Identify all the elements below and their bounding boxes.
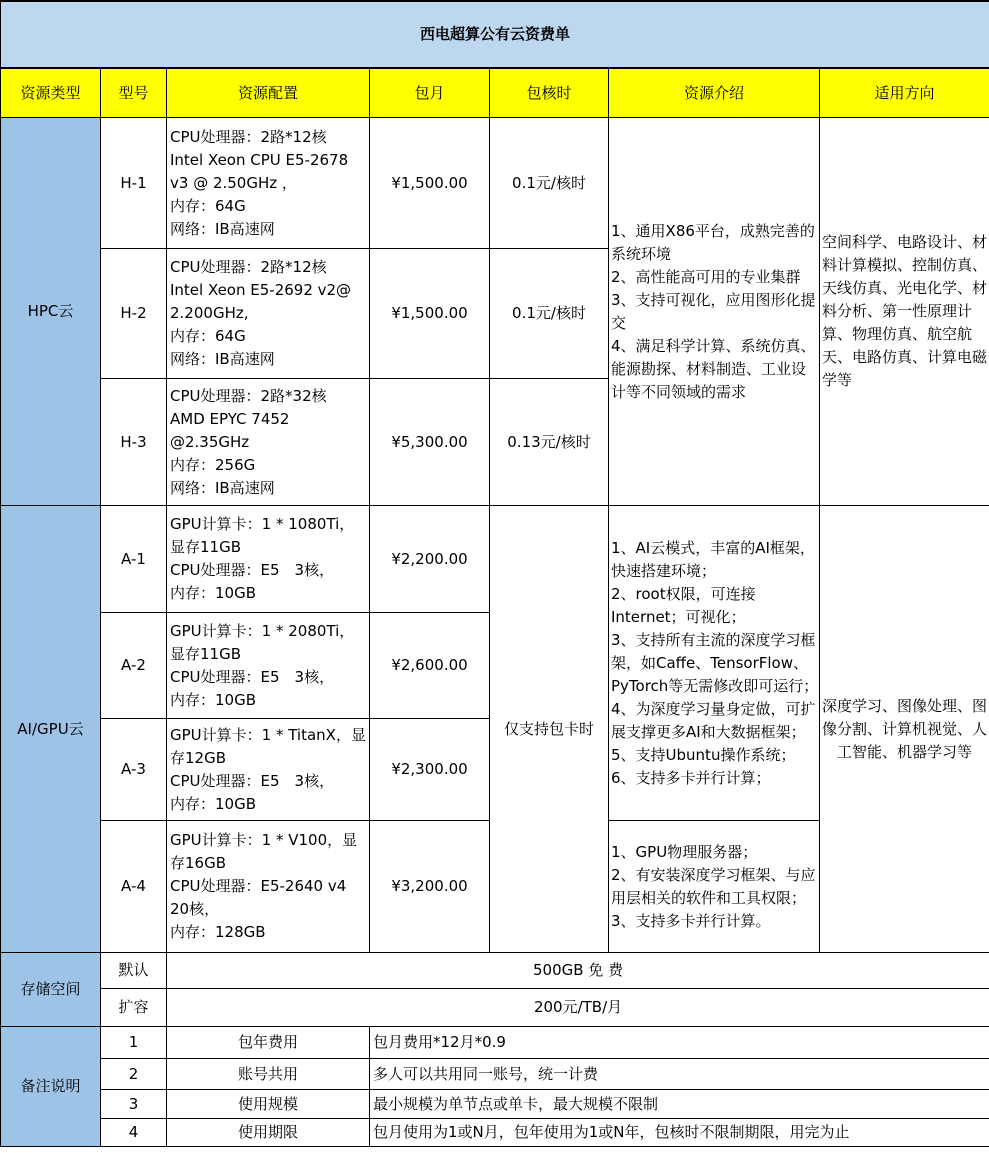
core-hour-price: 0.1元/核时 <box>490 249 609 379</box>
note-desc: 多人可以共用同一账号，统一计费 <box>370 1059 989 1090</box>
note-desc: 最小规模为单节点或单卡，最大规模不限制 <box>370 1090 989 1119</box>
header-model: 型号 <box>101 68 167 118</box>
table-row <box>1 989 989 1027</box>
note-item: 使用期限 <box>167 1119 370 1147</box>
ai-intro-a: 1、AI云模式，丰富的AI框架，快速搭建环境； 2、root权限，可连接Internet；可视化； 3、支持所有主流的深度学习框架，如Caffe、TensorFlow、PyTorch等无需修改即可运行； 4、为深度学习量身定做，可扩展支撑更多AI和大数据框架； 5、支持Ubuntu操作系统； 6、支持多卡并行计算； <box>609 506 820 821</box>
config-cell: GPU计算卡：1 * 1080Ti，显存11GB CPU处理器：E5 3核， 内存：10GB <box>167 506 370 613</box>
header-intro: 资源介绍 <box>609 68 820 118</box>
header-row <box>1 68 989 118</box>
core-hour-price: 0.13元/核时 <box>490 379 609 506</box>
core-hour-price: 0.1元/核时 <box>490 118 609 249</box>
monthly-price: ¥3,200.00 <box>370 821 490 953</box>
note-number: 1 <box>101 1027 167 1059</box>
storage-label: 默认 <box>101 953 167 989</box>
model-cell: H-2 <box>101 249 167 379</box>
note-desc: 包月费用*12月*0.9 <box>370 1027 989 1059</box>
model-cell: A-1 <box>101 506 167 613</box>
header-config: 资源配置 <box>167 68 370 118</box>
category-ai-gpu: AI/GPU云 <box>1 506 101 953</box>
table-row <box>1 1059 989 1090</box>
monthly-price: ¥1,500.00 <box>370 249 490 379</box>
config-cell: CPU处理器：2路*12核 Intel Xeon E5-2692 v2@ 2.200GHz, 内存：64G 网络：IB高速网 <box>167 249 370 379</box>
header-application: 适用方向 <box>820 68 989 118</box>
note-item: 使用规模 <box>167 1090 370 1119</box>
model-cell: A-4 <box>101 821 167 953</box>
config-cell: GPU计算卡：1 * 2080Ti，显存11GB CPU处理器：E5 3核， 内存：10GB <box>167 613 370 719</box>
header-core-hour: 包核时 <box>490 68 609 118</box>
note-item: 包年费用 <box>167 1027 370 1059</box>
note-desc: 包月使用为1或N月，包年使用为1或N年，包核时不限制期限，用完为止 <box>370 1119 989 1147</box>
note-number: 3 <box>101 1090 167 1119</box>
monthly-price: ¥5,300.00 <box>370 379 490 506</box>
config-cell: GPU计算卡：1 * TitanX，显存12GB CPU处理器：E5 3核， 内存：10GB <box>167 719 370 821</box>
config-cell: CPU处理器：2路*32核 AMD EPYC 7452 @2.35GHz 内存：256G 网络：IB高速网 <box>167 379 370 506</box>
table-row <box>1 1027 989 1059</box>
table-row <box>1 1090 989 1119</box>
table-row <box>1 1119 989 1147</box>
header-resource-type: 资源类型 <box>1 68 101 118</box>
monthly-price: ¥2,300.00 <box>370 719 490 821</box>
table-row <box>1 506 989 613</box>
category-hpc: HPC云 <box>1 118 101 506</box>
ai-intro-b: 1、GPU物理服务器； 2、有安装深度学习框架、与应用层相关的软件和工具权限； 3、支持多卡并行计算。 <box>609 821 820 953</box>
note-number: 2 <box>101 1059 167 1090</box>
storage-value: 500GB 免 费 <box>167 953 989 989</box>
monthly-price: ¥2,200.00 <box>370 506 490 613</box>
model-cell: H-3 <box>101 379 167 506</box>
note-item: 账号共用 <box>167 1059 370 1090</box>
config-cell: GPU计算卡：1 * V100，显存16GB CPU处理器：E5-2640 v4 20核， 内存：128GB <box>167 821 370 953</box>
storage-label: 扩容 <box>101 989 167 1027</box>
note-number: 4 <box>101 1119 167 1147</box>
table-row <box>1 953 989 989</box>
monthly-price: ¥2,600.00 <box>370 613 490 719</box>
ai-application: 深度学习、图像处理、图像分割、计算机视觉、人工智能、机器学习等 <box>820 506 989 953</box>
page-title: 西电超算公有云资费单 <box>1 1 989 68</box>
hpc-application: 空间科学、电路设计、材料计算模拟、控制仿真、天线仿真、光电化学、材料分析、第一性原理计算、物理仿真、航空航天、电路仿真、计算电磁学等 <box>820 118 989 506</box>
storage-value: 200元/TB/月 <box>167 989 989 1027</box>
model-cell: A-2 <box>101 613 167 719</box>
category-storage: 存储空间 <box>1 953 101 1027</box>
config-cell: CPU处理器：2路*12核 Intel Xeon CPU E5-2678 v3 @ 2.50GHz ， 内存：64G 网络：IB高速网 <box>167 118 370 249</box>
model-cell: A-3 <box>101 719 167 821</box>
category-notes: 备注说明 <box>1 1027 101 1147</box>
core-hour-price: 仅支持包卡时 <box>490 506 609 953</box>
model-cell: H-1 <box>101 118 167 249</box>
hpc-intro: 1、通用X86平台，成熟完善的系统环境 2、高性能高可用的专业集群 3、支持可视化，应用图形化提交 4、满足科学计算、系统仿真、能源勘探、材料制造、工业设计等不同领域的需求 <box>609 118 820 506</box>
monthly-price: ¥1,500.00 <box>370 118 490 249</box>
table-row <box>1 118 989 249</box>
header-monthly: 包月 <box>370 68 490 118</box>
